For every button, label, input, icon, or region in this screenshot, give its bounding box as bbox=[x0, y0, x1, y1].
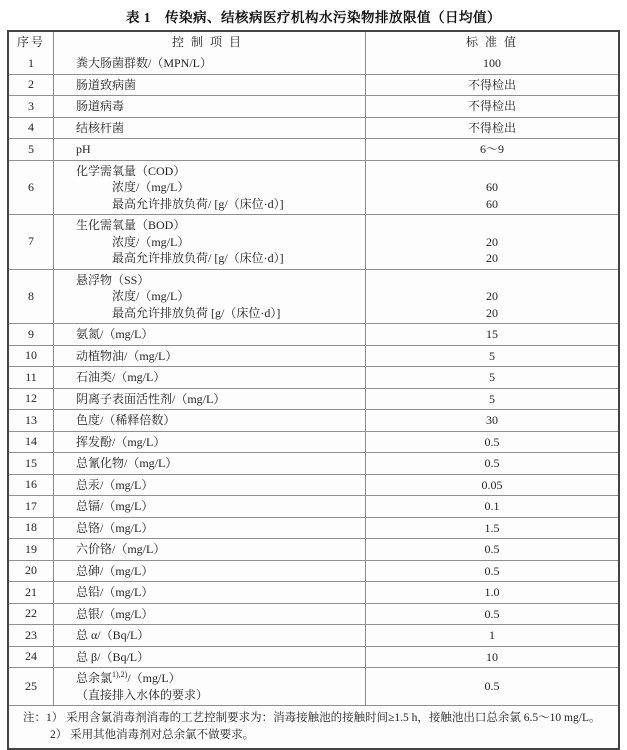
standard-value-cell bbox=[366, 389, 618, 410]
row-serial-number: 4 bbox=[9, 118, 54, 139]
standard-value-text: 1.5 bbox=[484, 520, 500, 535]
control-item-cell bbox=[54, 539, 366, 560]
note-line-2 bbox=[23, 727, 608, 744]
standard-value-text: 0.5 bbox=[484, 542, 500, 556]
standard-value-text: 30 bbox=[486, 413, 498, 427]
standard-value-text: 20 bbox=[486, 305, 498, 320]
table-row bbox=[9, 667, 618, 705]
control-item-cell bbox=[54, 625, 366, 646]
standard-value-text: 不得检出 bbox=[467, 99, 516, 113]
row-serial-number: 19 bbox=[9, 539, 54, 560]
standard-value-cell bbox=[366, 410, 618, 431]
standard-value-cell bbox=[366, 432, 618, 453]
control-item-text: 浓度/（mg/L） bbox=[112, 289, 190, 303]
control-item-text: 结核杆菌 bbox=[76, 120, 125, 135]
table-row bbox=[9, 214, 618, 269]
control-item-cell bbox=[54, 518, 366, 539]
header-control-item: 控 制 项 目 bbox=[54, 32, 366, 53]
standard-value-text: 5 bbox=[489, 391, 495, 406]
row-serial-number: 1 bbox=[9, 53, 54, 74]
standard-value-text: 10 bbox=[486, 649, 498, 664]
control-item-text: 最高允许排放负荷/ [g/（床位·d）] bbox=[112, 251, 284, 265]
control-item-text: 总银/（mg/L） bbox=[76, 606, 154, 621]
standard-value-cell bbox=[366, 561, 618, 582]
standard-value-cell bbox=[366, 96, 618, 117]
control-item-cell bbox=[54, 432, 366, 453]
footnote-reference: 1),2) bbox=[112, 670, 128, 679]
control-item-cell bbox=[54, 582, 366, 603]
standard-value-cell bbox=[366, 270, 618, 324]
row-serial-number: 21 bbox=[9, 582, 54, 603]
standard-value-cell bbox=[366, 475, 618, 496]
control-item-text: 总余氯$^{1),2)}$/（mg/L） bbox=[76, 670, 181, 685]
standard-value-text: 1 bbox=[489, 628, 495, 642]
control-item-text: 最高允许排放负荷 [g/（床位·d）] bbox=[112, 305, 281, 320]
control-item-text: 石油类/（mg/L） bbox=[76, 370, 166, 384]
row-serial-number: 5 bbox=[9, 139, 54, 160]
standard-value-text: 5 bbox=[489, 348, 495, 363]
control-item-text: 色度/（稀释倍数） bbox=[76, 413, 176, 427]
control-item-cell bbox=[54, 346, 366, 367]
table-row bbox=[9, 269, 618, 324]
control-item-cell bbox=[54, 604, 366, 625]
table-row bbox=[9, 517, 618, 539]
control-item-cell bbox=[54, 270, 366, 324]
standard-value-cell bbox=[366, 161, 618, 215]
standard-value-text: 不得检出 bbox=[467, 120, 516, 135]
standard-value-cell bbox=[366, 346, 618, 367]
control-item-text: 总铅/（mg/L） bbox=[76, 585, 154, 599]
control-item-text: 总砷/（mg/L） bbox=[76, 563, 154, 578]
table-row bbox=[9, 388, 618, 410]
table-row bbox=[9, 53, 618, 74]
control-item-cell bbox=[54, 668, 366, 705]
row-serial-number: 15 bbox=[9, 453, 54, 474]
control-item-text: 化学需氧量（COD） bbox=[76, 163, 186, 178]
standard-value-cell bbox=[366, 215, 618, 269]
table-row bbox=[9, 323, 618, 345]
control-item-text: 肠道病毒 bbox=[76, 99, 125, 113]
table-row bbox=[9, 431, 618, 453]
standard-value-cell bbox=[366, 539, 618, 560]
row-serial-number: 8 bbox=[9, 270, 54, 324]
control-item-text: pH bbox=[76, 142, 91, 156]
control-item-text: 六价铬/（mg/L） bbox=[76, 542, 166, 556]
header-serial-number: 序号 bbox=[9, 32, 54, 53]
standard-value-cell bbox=[366, 647, 618, 668]
table-row bbox=[9, 117, 618, 139]
control-item-text: 悬浮物（SS） bbox=[76, 272, 150, 287]
control-item-cell bbox=[54, 161, 366, 215]
table-note bbox=[9, 705, 618, 748]
note-item-1: 1） 采用含氯消毒剂消毒的工艺控制要求为：消毒接触池的接触时间≥1.5 h，接触池出口总余氯 6.5～10 mg/L。 bbox=[46, 712, 601, 724]
standard-value-cell bbox=[366, 75, 618, 96]
standard-value-text: 100 bbox=[483, 56, 501, 70]
table-row bbox=[9, 452, 618, 474]
table-title: 表 1 传染病、结核病医疗机构水污染物排放限值（日均值） bbox=[125, 10, 502, 25]
control-item-cell bbox=[54, 53, 366, 74]
control-item-text: 总汞/（mg/L） bbox=[76, 477, 154, 492]
row-serial-number: 2 bbox=[9, 75, 54, 96]
row-serial-number: 20 bbox=[9, 561, 54, 582]
table-row bbox=[9, 474, 618, 496]
table-row bbox=[9, 138, 618, 160]
table-row bbox=[9, 345, 618, 367]
row-serial-number: 22 bbox=[9, 604, 54, 625]
row-serial-number: 24 bbox=[9, 647, 54, 668]
table-row bbox=[9, 538, 618, 560]
row-serial-number: 10 bbox=[9, 346, 54, 367]
standard-value-cell bbox=[366, 604, 618, 625]
standard-value-text bbox=[491, 272, 494, 289]
control-item-cell bbox=[54, 647, 366, 668]
row-serial-number: 7 bbox=[9, 215, 54, 269]
standard-value-cell bbox=[366, 518, 618, 539]
row-serial-number: 16 bbox=[9, 475, 54, 496]
control-item-text: 粪大肠菌群数/（MPN/L） bbox=[76, 56, 213, 70]
standard-value-text: 0.5 bbox=[484, 434, 500, 449]
standard-value-text: 20 bbox=[486, 234, 498, 249]
control-item-text: 总氰化物/（mg/L） bbox=[76, 456, 178, 470]
standard-value-text: 1.0 bbox=[484, 585, 500, 599]
control-item-cell bbox=[54, 139, 366, 160]
standard-value-text: 20 bbox=[486, 289, 498, 303]
standard-value-text: 不得检出 bbox=[467, 77, 516, 92]
control-item-cell bbox=[54, 389, 366, 410]
note-line-1 bbox=[23, 710, 608, 727]
row-serial-number: 3 bbox=[9, 96, 54, 117]
control-item-text: 总 α/（Bq/L） bbox=[76, 628, 150, 642]
table-header-row bbox=[9, 32, 618, 53]
standard-value-cell bbox=[366, 139, 618, 160]
standard-value-text: 0.5 bbox=[484, 679, 500, 694]
control-item-cell bbox=[54, 75, 366, 96]
control-item-cell bbox=[54, 453, 366, 474]
standard-value-text: 0.5 bbox=[484, 563, 500, 578]
table-body bbox=[9, 53, 618, 705]
row-serial-number: 11 bbox=[9, 367, 54, 388]
control-item-text: 肠道致病菌 bbox=[76, 77, 137, 92]
control-item-text: 挥发酚/（mg/L） bbox=[76, 434, 166, 449]
row-serial-number: 13 bbox=[9, 410, 54, 431]
standard-value-cell bbox=[366, 324, 618, 345]
control-item-text: 浓度/（mg/L） bbox=[112, 180, 190, 194]
control-item-cell bbox=[54, 96, 366, 117]
control-item-cell bbox=[54, 118, 366, 139]
control-item-text: 总 β/（Bq/L） bbox=[76, 649, 150, 664]
row-serial-number: 9 bbox=[9, 324, 54, 345]
standard-value-text bbox=[491, 217, 494, 234]
control-item-text: （直接排入水体的要求） bbox=[76, 687, 209, 702]
standard-value-text: 60 bbox=[486, 196, 498, 211]
row-serial-number: 18 bbox=[9, 518, 54, 539]
control-item-text: 最高允许排放负荷/ [g/（床位·d）] bbox=[112, 196, 284, 211]
table-row bbox=[9, 160, 618, 215]
standard-value-cell bbox=[366, 453, 618, 474]
standard-value-text: 20 bbox=[486, 251, 498, 265]
table-row bbox=[9, 624, 618, 646]
table-row bbox=[9, 560, 618, 582]
row-serial-number: 6 bbox=[9, 161, 54, 215]
standard-value-text: 0.5 bbox=[484, 456, 500, 470]
standard-value-cell bbox=[366, 367, 618, 388]
standard-value-cell bbox=[366, 668, 618, 705]
standard-value-text: 0.05 bbox=[481, 477, 503, 492]
table-row bbox=[9, 646, 618, 668]
control-item-cell bbox=[54, 496, 366, 517]
note-item-2: 2） 采用其他消毒剂对总余氯不做要求。 bbox=[50, 729, 255, 741]
row-serial-number: 14 bbox=[9, 432, 54, 453]
note-label: 注： bbox=[23, 712, 46, 724]
control-item-text: 总镉/（mg/L） bbox=[76, 499, 154, 513]
standard-value-cell bbox=[366, 53, 618, 74]
control-item-text: 总铬/（mg/L） bbox=[76, 520, 154, 535]
row-serial-number: 23 bbox=[9, 625, 54, 646]
table-row bbox=[9, 74, 618, 96]
row-serial-number: 17 bbox=[9, 496, 54, 517]
standard-value-cell bbox=[366, 496, 618, 517]
control-item-cell bbox=[54, 475, 366, 496]
control-item-cell bbox=[54, 367, 366, 388]
standard-value-text: 60 bbox=[486, 180, 498, 194]
control-item-cell bbox=[54, 215, 366, 269]
standard-value-text: 5 bbox=[489, 370, 495, 384]
row-serial-number: 12 bbox=[9, 389, 54, 410]
header-standard-value: 标 准 值 bbox=[465, 35, 518, 49]
control-item-text: 生化需氧量（BOD） bbox=[76, 218, 186, 232]
control-item-text: 阴离子表面活性剂/（mg/L） bbox=[76, 391, 226, 406]
standard-value-cell bbox=[366, 582, 618, 603]
standard-value-text: 6～9 bbox=[479, 142, 504, 156]
standard-value-text: 15 bbox=[486, 327, 498, 341]
standard-value-text: 0.5 bbox=[484, 606, 500, 621]
table-row bbox=[9, 95, 618, 117]
table-row bbox=[9, 409, 618, 431]
table-row bbox=[9, 581, 618, 603]
control-item-cell bbox=[54, 561, 366, 582]
standard-value-cell bbox=[366, 625, 618, 646]
table-row bbox=[9, 495, 618, 517]
standard-value-cell bbox=[366, 118, 618, 139]
standard-value-text bbox=[491, 163, 494, 180]
control-item-cell bbox=[54, 324, 366, 345]
discharge-limits-table bbox=[7, 30, 620, 750]
standard-value-text: 0.1 bbox=[484, 499, 500, 513]
table-row bbox=[9, 366, 618, 388]
control-item-text: 动植物油/（mg/L） bbox=[76, 348, 178, 363]
row-serial-number: 25 bbox=[9, 668, 54, 705]
table-row bbox=[9, 603, 618, 625]
control-item-text: 浓度/（mg/L） bbox=[112, 234, 190, 249]
control-item-cell bbox=[54, 410, 366, 431]
control-item-text: 氨氮/（mg/L） bbox=[76, 327, 154, 341]
